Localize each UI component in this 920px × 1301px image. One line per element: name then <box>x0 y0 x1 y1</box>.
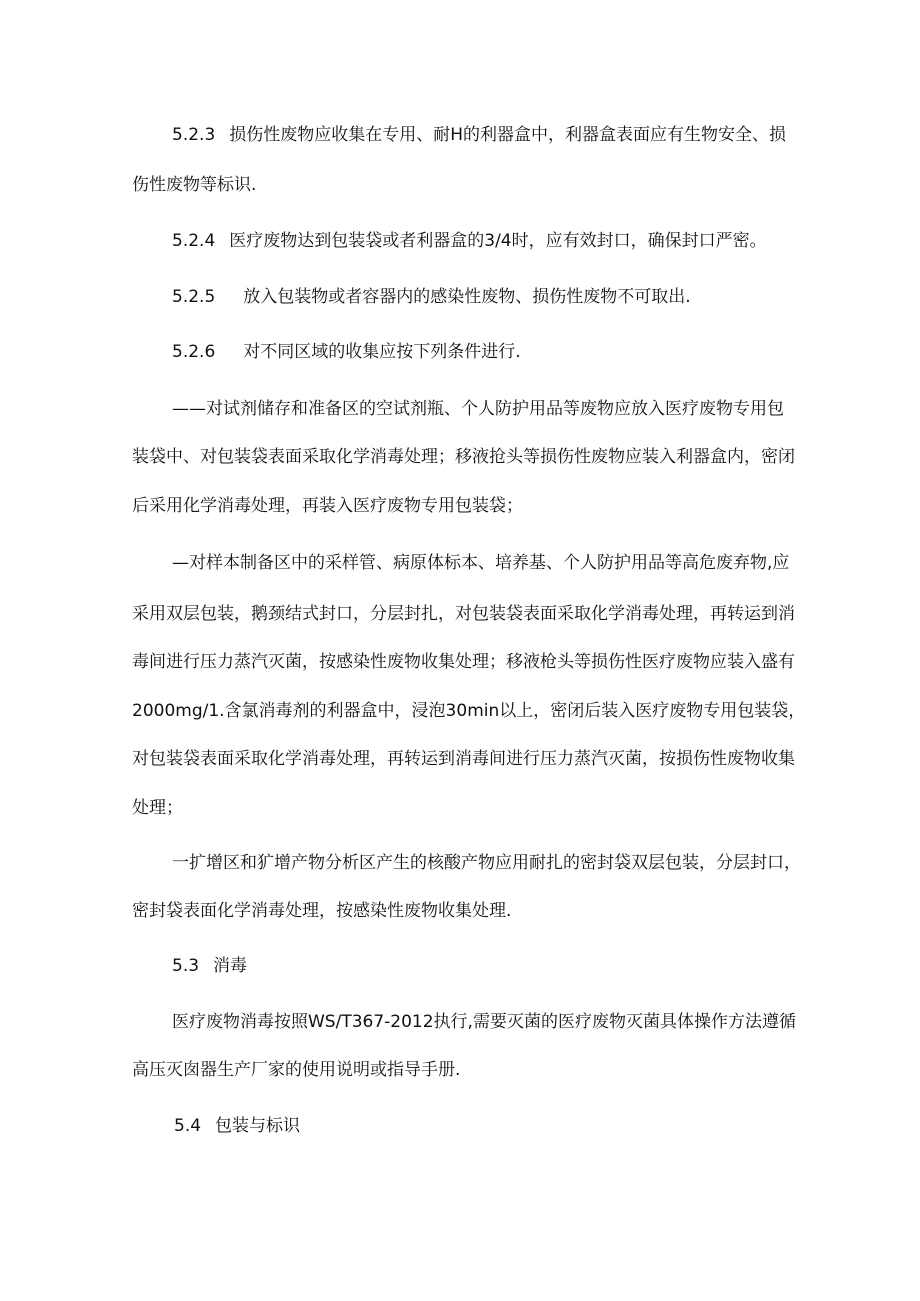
section-5-4-heading <box>174 1114 300 1138</box>
paragraph-text: 对不同区域的收集应按下列条件进行. <box>243 342 521 362</box>
section-number: 5.2.6 <box>172 342 216 362</box>
section-5-2-4 <box>172 229 767 253</box>
section-title: 消毒 <box>213 956 248 976</box>
item-1-line-1: ——对试剂储存和准备区的空试剂瓶、个人防护用品等废物应放入医疗废物专用包 <box>172 399 784 419</box>
paragraph-text: 损伤性废物应收集在专用、耐H的利器盒中，利器盒表面应有生物安全、损 <box>229 125 787 145</box>
item-1-line-3: 后采用化学消毒处理，再装入医疗废物专用包装袋； <box>132 496 523 516</box>
section-5-2-3-line-1 <box>172 123 786 147</box>
item-3-line-2: 密封袋表面化学消毒处理，按感染性废物收集处理. <box>132 901 512 921</box>
item-2-line-1: —对样本制备区中的采样管、病原体标本、培养基、个人防护用品等高危废弃物,应 <box>172 553 790 573</box>
section-5-3-body-line-2: 高压灭囱器生产厂家的使用说明或指导手册. <box>132 1060 461 1080</box>
section-number: 5.2.5 <box>172 287 216 307</box>
paragraph-text: 医疗废物达到包装袋或者利器盒的3/4时，应有效封口，确保封口严密。 <box>229 231 767 251</box>
paragraph-text: 放入包装物或者容器内的感染性废物、损伤性废物不可取出. <box>243 287 691 307</box>
section-number: 5.4 <box>174 1116 202 1136</box>
item-2-line-2: 采用双层包装，鹅颈结式封口，分层封扎，对包装袋表面采取化学消毒处理，再转运到消 <box>132 604 795 624</box>
section-5-3-heading <box>172 954 247 978</box>
section-5-2-3-line-2: 伤性废物等标识. <box>132 175 257 195</box>
item-1-line-2: 装袋中、对包装袋表面采取化学消毒处理；移液抢头等损伤性废物应装入利器盒内，密闭 <box>132 447 795 467</box>
item-2-line-4: 2000mg∕1.含氯消毒剂的利器盒中，浸泡30min以上，密闭后装入医疗废物专用包装袋， <box>132 701 806 721</box>
item-2-line-5: 对包装袋表面采取化学消毒处理，再转运到消毒间进行压力蒸汽灭菌，按损伤性废物收集 <box>132 749 795 769</box>
section-number: 5.3 <box>172 956 200 976</box>
item-3-line-1: 一扩增区和犷增产物分析区产生的核酸产物应用耐扎的密封袋双层包装，分层封口， <box>172 853 801 873</box>
item-2-line-6: 处理； <box>132 798 183 818</box>
section-number: 5.2.3 <box>172 125 216 145</box>
section-title: 包装与标识 <box>215 1116 301 1136</box>
section-5-3-body-line-1: 医疗废物消毒按照WS/T367-2012执行,需要灭菌的医疗废物灭菌具体操作方法遵循 <box>172 1012 796 1032</box>
section-number: 5.2.4 <box>172 231 216 251</box>
item-2-line-3: 毒间进行压力蒸汽灭菌，按感染性废物收集处理；移液枪头等损伤性医疗废物应装入盛有 <box>132 652 795 672</box>
section-5-2-6 <box>172 340 521 364</box>
section-5-2-5 <box>172 285 691 309</box>
